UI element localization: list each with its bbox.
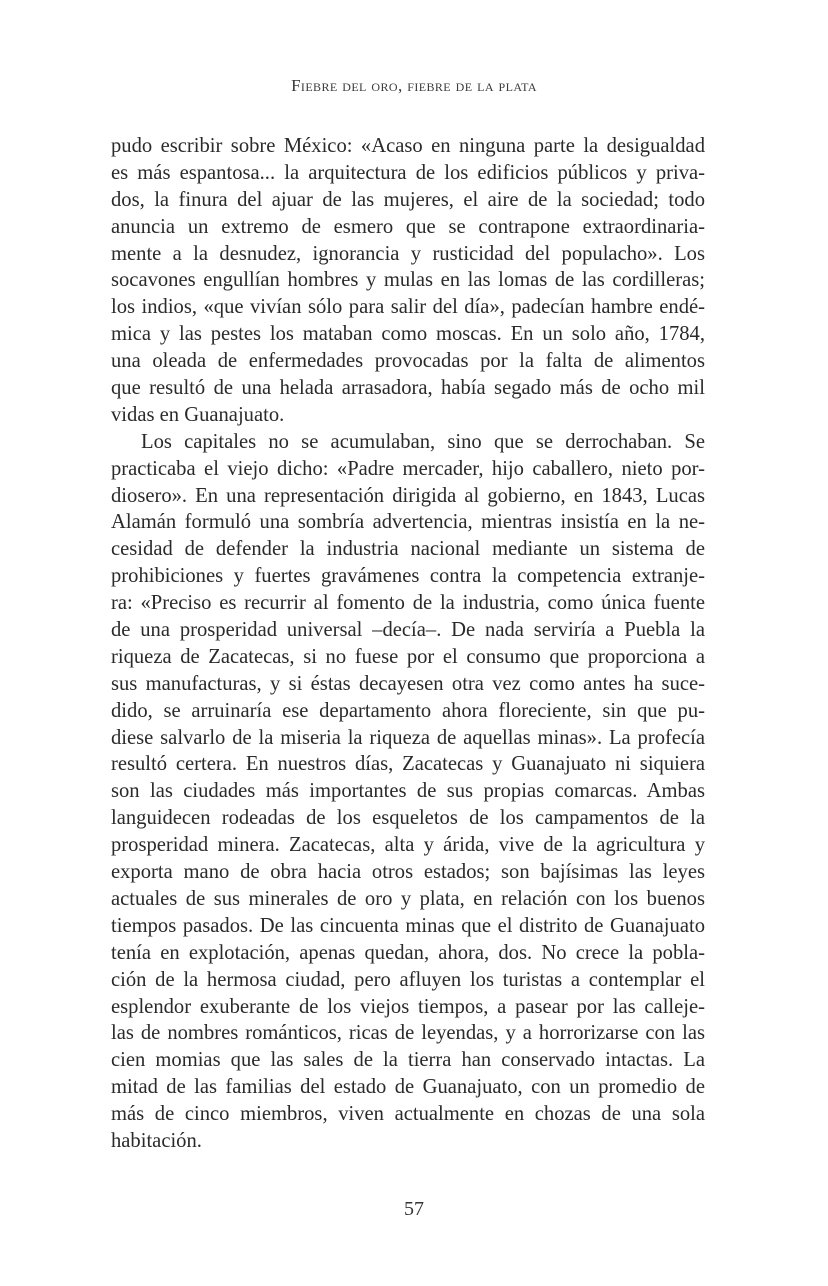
text-line: ción de la hermosa ciudad, pero afluyen los turistas a contemplar el	[111, 968, 705, 991]
text-line: Alamán formuló una sombría advertencia, mientras insistía en la ne-	[111, 511, 705, 534]
text-line: prohibiciones y fuertes gravámenes contra la competencia extranje-	[111, 565, 705, 588]
text-line: riqueza de Zacatecas, si no fuese por el consumo que proporciona a	[111, 645, 705, 668]
text-line: vidas en Guanajuato.	[111, 403, 285, 426]
text-line: esplendor exuberante de los viejos tiempos, a pasear por las calleje-	[111, 995, 705, 1018]
body-text	[111, 133, 705, 1155]
text-line: anuncia un extremo de esmero que se contrapone extraordinaria-	[111, 215, 705, 238]
paragraph-1	[111, 133, 705, 429]
text-line: una oleada de enfermedades provocadas por la falta de alimentos	[111, 350, 705, 373]
text-line: sus manufacturas, y si éstas decayesen otra vez como antes ha suce-	[111, 672, 705, 695]
text-line: exporta mano de obra hacia otros estados; son bajísimas las leyes	[111, 861, 705, 884]
text-line: dido, se arruinaría ese departamento ahora floreciente, sin que pu-	[111, 699, 705, 722]
text-line: prosperidad minera. Zacatecas, alta y árida, vive de la agricultura y	[111, 834, 705, 857]
text-line: ra: «Preciso es recurrir al fomento de la industria, como única fuente	[111, 592, 705, 615]
running-header: Fiebre del oro, fiebre de la plata	[291, 76, 537, 95]
text-line: resultó certera. En nuestros días, Zacatecas y Guanajuato ni siquiera	[111, 753, 705, 776]
text-line: las de nombres románticos, ricas de leyendas, y a horrorizarse con las	[111, 1022, 705, 1045]
text-line: dos, la finura del ajuar de las mujeres, el aire de la sociedad; todo	[111, 188, 705, 211]
text-line: más de cinco miembros, viven actualmente en chozas de una sola	[111, 1103, 705, 1126]
text-line: los indios, «que vivían sólo para salir del día», padecían hambre endé-	[111, 296, 705, 319]
text-line: cien momias que las sales de la tierra han conservado intactas. La	[111, 1049, 705, 1072]
text-line: mitad de las familias del estado de Guanajuato, con un promedio de	[111, 1076, 705, 1099]
text-line: de una prosperidad universal –decía–. De nada serviría a Puebla la	[111, 619, 705, 642]
page-number: 57	[404, 1198, 424, 1220]
text-line: Los capitales no se acumulaban, sino que se derrochaban. Se	[141, 430, 705, 453]
text-line: que resultó de una helada arrasadora, había segado más de ocho mil	[111, 377, 705, 400]
text-line: son las ciudades más importantes de sus propias comarcas. Ambas	[111, 780, 705, 803]
text-line: es más espantosa... la arquitectura de los edificios públicos y priva-	[111, 161, 705, 184]
text-line: habitación.	[111, 1129, 202, 1152]
text-line: languidecen rodeadas de los esqueletos de los campamentos de la	[111, 807, 705, 830]
text-line: practicaba el viejo dicho: «Padre mercader, hijo caballero, nieto por-	[111, 457, 705, 480]
text-line: tenía en explotación, apenas quedan, ahora, dos. No crece la pobla-	[111, 941, 705, 964]
paragraph-2	[111, 429, 705, 1155]
text-line: pudo escribir sobre México: «Acaso en ninguna parte la desigualdad	[111, 135, 705, 157]
text-line: diese salvarlo de la miseria la riqueza de aquellas minas». La profecía	[111, 726, 705, 749]
text-line: socavones engullían hombres y mulas en las lomas de las cordilleras;	[111, 269, 705, 292]
text-line: diosero». En una representación dirigida al gobierno, en 1843, Lucas	[111, 484, 705, 507]
text-line: tiempos pasados. De las cincuenta minas que el distrito de Guanajuato	[111, 914, 705, 937]
text-line: mente a la desnudez, ignorancia y rusticidad del populacho». Los	[111, 242, 705, 265]
text-line: mica y las pestes los mataban como moscas. En un solo año, 1784,	[111, 323, 705, 346]
text-line: cesidad de defender la industria nacional mediante un sistema de	[111, 538, 705, 561]
text-line: actuales de sus minerales de oro y plata, en relación con los buenos	[111, 887, 705, 910]
